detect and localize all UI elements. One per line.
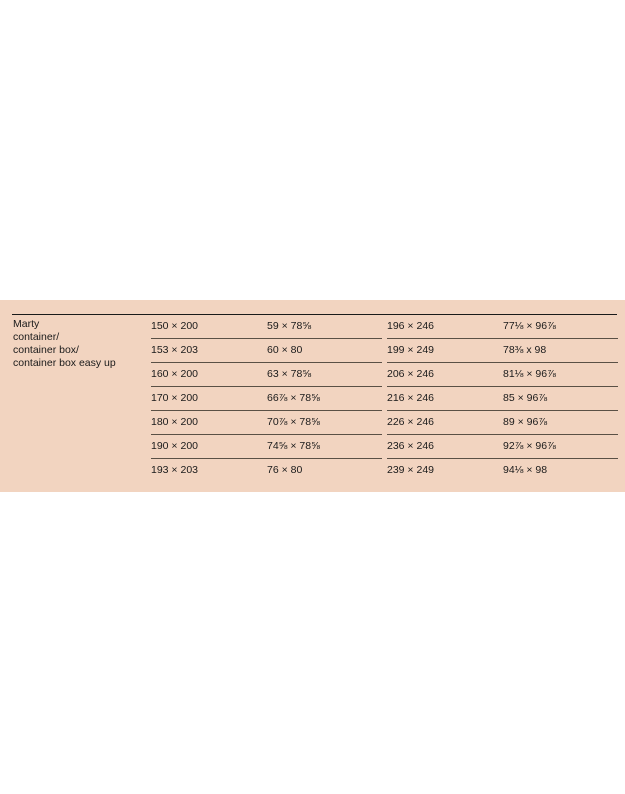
size-cm: 236 × 246 — [387, 440, 435, 452]
product-name-line: container box easy up — [13, 357, 116, 369]
size-table-left — [151, 314, 382, 482]
size-cm: 190 × 200 — [151, 440, 199, 452]
product-name-line: container box/ — [13, 344, 79, 356]
size-row — [151, 338, 382, 362]
size-cm: 153 × 203 — [151, 344, 199, 356]
size-cm: 170 × 200 — [151, 392, 199, 404]
size-cm: 239 × 249 — [387, 464, 435, 476]
size-inches: 70⅞ × 78⅝ — [267, 416, 320, 428]
size-cm: 199 × 249 — [387, 344, 435, 356]
size-inches: 92⅞ × 96⅞ — [503, 440, 556, 452]
size-inches: 89 × 96⅞ — [503, 416, 548, 428]
size-cm: 180 × 200 — [151, 416, 199, 428]
size-cm: 206 × 246 — [387, 368, 435, 380]
size-row — [151, 434, 382, 458]
size-cm: 193 × 203 — [151, 464, 199, 476]
size-inches: 85 × 96⅞ — [503, 392, 548, 404]
size-inches: 60 × 80 — [267, 344, 303, 356]
size-row — [387, 338, 618, 362]
size-inches: 78⅜ x 98 — [503, 344, 547, 356]
product-name — [13, 318, 143, 370]
size-inches: 77⅛ × 96⅞ — [503, 320, 556, 332]
size-row — [151, 386, 382, 410]
size-inches: 94⅛ × 98 — [503, 464, 548, 476]
product-name-line: Marty — [13, 318, 40, 330]
product-name-line: container/ — [13, 331, 60, 343]
size-row — [387, 434, 618, 458]
size-row — [151, 410, 382, 434]
size-row — [151, 458, 382, 482]
size-row — [151, 314, 382, 338]
size-cm: 150 × 200 — [151, 320, 199, 332]
size-inches: 63 × 78⅝ — [267, 368, 312, 380]
size-cm: 196 × 246 — [387, 320, 435, 332]
size-row — [151, 362, 382, 386]
size-row — [387, 362, 618, 386]
size-row — [387, 458, 618, 482]
size-inches: 59 × 78⅝ — [267, 320, 312, 332]
size-inches: 76 × 80 — [267, 464, 303, 476]
size-row — [387, 386, 618, 410]
size-inches: 81⅛ × 96⅞ — [503, 368, 556, 380]
size-cm: 160 × 200 — [151, 368, 199, 380]
size-inches: 74⅝ × 78⅝ — [267, 440, 320, 452]
size-row — [387, 314, 618, 338]
size-table-band — [0, 300, 625, 492]
size-cm: 216 × 246 — [387, 392, 435, 404]
size-cm: 226 × 246 — [387, 416, 435, 428]
size-table-right — [387, 314, 618, 482]
size-inches: 66⅞ × 78⅝ — [267, 392, 320, 404]
size-row — [387, 410, 618, 434]
